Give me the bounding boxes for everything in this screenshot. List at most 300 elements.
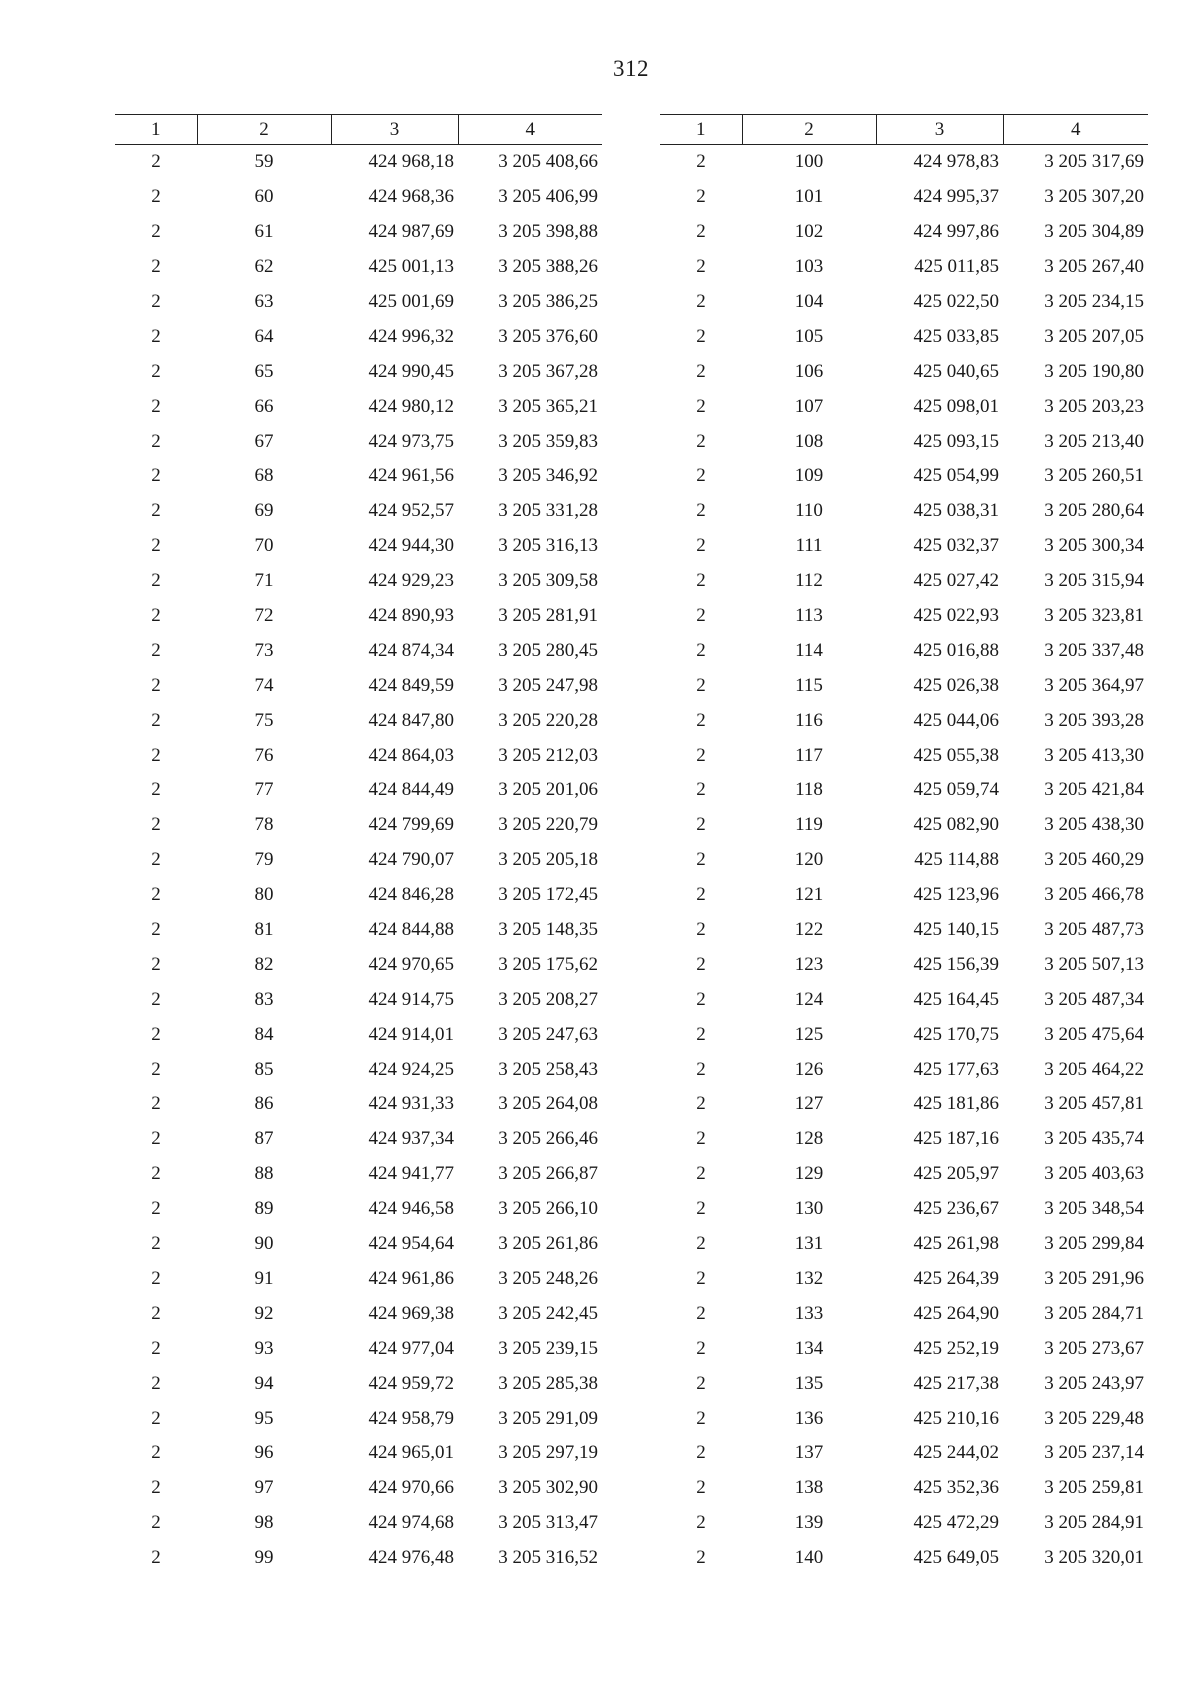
table-row: [660, 145, 1148, 180]
y-coordinate-cell: 3 205 457,81: [1044, 1093, 1144, 1115]
table-row: [660, 1262, 1148, 1297]
zone-number-cell: 2: [696, 535, 706, 557]
point-number-cell: 130: [794, 1198, 824, 1220]
y-coordinate-cell: 3 205 280,45: [498, 639, 598, 661]
x-coordinate-cell: 424 946,58: [368, 1198, 454, 1220]
zone-number-cell: 2: [151, 221, 161, 243]
table-row: [660, 878, 1148, 913]
point-number-cell: 81: [254, 919, 274, 941]
y-coordinate-cell: 3 205 291,96: [1044, 1267, 1144, 1289]
y-coordinate-cell: 3 205 267,40: [1044, 256, 1144, 278]
point-number-cell: 119: [795, 814, 823, 836]
x-coordinate-cell: 424 980,12: [368, 395, 454, 417]
x-coordinate-cell: 425 264,39: [913, 1267, 999, 1289]
table-row: [115, 703, 602, 738]
zone-number-cell: 2: [696, 360, 706, 382]
table-body: [660, 145, 1148, 1576]
point-number-cell: 68: [254, 465, 274, 487]
x-coordinate-cell: 425 140,15: [913, 919, 999, 941]
column-header: 2: [197, 115, 331, 145]
table-row: [660, 913, 1148, 948]
table-row: [660, 319, 1148, 354]
x-coordinate-cell: 425 114,88: [914, 849, 999, 871]
table-row: [115, 1052, 602, 1087]
x-coordinate-cell: 424 929,23: [368, 570, 454, 592]
point-number-cell: 80: [254, 884, 274, 906]
x-coordinate-cell: 425 098,01: [913, 395, 999, 417]
table-body: [115, 145, 602, 1576]
column-header: 1: [115, 115, 197, 145]
x-coordinate-cell: 425 123,96: [913, 884, 999, 906]
coordinates-table-left: [115, 114, 602, 1576]
zone-number-cell: 2: [696, 814, 706, 836]
point-number-cell: 61: [254, 221, 274, 243]
point-number-cell: 108: [794, 430, 824, 452]
x-coordinate-cell: 424 973,75: [368, 430, 454, 452]
x-coordinate-cell: 424 961,86: [368, 1267, 454, 1289]
point-number-cell: 99: [254, 1547, 274, 1569]
x-coordinate-cell: 425 040,65: [913, 360, 999, 382]
table-row: [660, 1017, 1148, 1052]
point-number-cell: 117: [795, 744, 823, 766]
point-number-cell: 87: [254, 1128, 274, 1150]
y-coordinate-cell: 3 205 203,23: [1044, 395, 1144, 417]
zone-number-cell: 2: [696, 674, 706, 696]
zone-number-cell: 2: [151, 430, 161, 452]
zone-number-cell: 2: [151, 744, 161, 766]
zone-number-cell: 2: [151, 1198, 161, 1220]
point-number-cell: 84: [254, 1023, 274, 1045]
x-coordinate-cell: 425 236,67: [913, 1198, 999, 1220]
point-number-cell: 103: [794, 256, 824, 278]
y-coordinate-cell: 3 205 316,13: [498, 535, 598, 557]
table-row: [115, 1227, 602, 1262]
table-row: [660, 564, 1148, 599]
y-coordinate-cell: 3 205 213,40: [1044, 430, 1144, 452]
y-coordinate-cell: 3 205 291,09: [498, 1407, 598, 1429]
zone-number-cell: 2: [151, 988, 161, 1010]
zone-number-cell: 2: [696, 884, 706, 906]
table-row: [115, 1087, 602, 1122]
zone-number-cell: 2: [696, 186, 706, 208]
y-coordinate-cell: 3 205 364,97: [1044, 674, 1144, 696]
x-coordinate-cell: 424 844,49: [368, 779, 454, 801]
x-coordinate-cell: 424 997,86: [913, 221, 999, 243]
zone-number-cell: 2: [151, 151, 161, 173]
point-number-cell: 92: [254, 1302, 274, 1324]
x-coordinate-cell: 425 001,13: [368, 256, 454, 278]
point-number-cell: 138: [794, 1477, 824, 1499]
y-coordinate-cell: 3 205 234,15: [1044, 291, 1144, 312]
y-coordinate-cell: 3 205 266,10: [498, 1198, 598, 1220]
point-number-cell: 102: [794, 221, 824, 243]
x-coordinate-cell: 425 472,29: [913, 1512, 999, 1534]
x-coordinate-cell: 425 244,02: [913, 1442, 999, 1464]
zone-number-cell: 2: [151, 709, 161, 731]
table-row: [115, 599, 602, 634]
zone-number-cell: 2: [696, 430, 706, 452]
x-coordinate-cell: 425 252,19: [913, 1337, 999, 1359]
table-row: [660, 1157, 1148, 1192]
table-row: [660, 843, 1148, 878]
x-coordinate-cell: 425 027,42: [913, 570, 999, 592]
table-row: [115, 424, 602, 459]
point-number-cell: 79: [254, 849, 274, 871]
point-number-cell: 112: [795, 570, 823, 592]
zone-number-cell: 2: [151, 639, 161, 661]
table-row: [660, 773, 1148, 808]
zone-number-cell: 2: [151, 1163, 161, 1185]
x-coordinate-cell: 425 032,37: [913, 535, 999, 557]
zone-number-cell: 2: [151, 325, 161, 347]
point-number-cell: 65: [254, 360, 274, 382]
y-coordinate-cell: 3 205 237,14: [1044, 1442, 1144, 1464]
table-row: [115, 1331, 602, 1366]
table-row: [660, 1087, 1148, 1122]
point-number-cell: 106: [794, 360, 824, 382]
table-row: [115, 250, 602, 285]
point-number-cell: 132: [794, 1267, 824, 1289]
y-coordinate-cell: 3 205 313,47: [498, 1512, 598, 1534]
zone-number-cell: 2: [696, 291, 706, 312]
point-number-cell: 105: [794, 325, 824, 347]
zone-number-cell: 2: [151, 1407, 161, 1429]
zone-number-cell: 2: [151, 500, 161, 522]
y-coordinate-cell: 3 205 261,86: [498, 1233, 598, 1255]
y-coordinate-cell: 3 205 266,87: [498, 1163, 598, 1185]
zone-number-cell: 2: [696, 1163, 706, 1185]
table-row: [115, 1471, 602, 1506]
x-coordinate-cell: 424 890,93: [368, 605, 454, 627]
point-number-cell: 67: [254, 430, 274, 452]
column-header: 3: [331, 115, 458, 145]
x-coordinate-cell: 424 987,69: [368, 221, 454, 243]
table-row: [115, 633, 602, 668]
table-header-row: [660, 115, 1148, 145]
table-row: [115, 389, 602, 424]
x-coordinate-cell: 425 187,16: [913, 1128, 999, 1150]
zone-number-cell: 2: [696, 779, 706, 801]
zone-number-cell: 2: [696, 1372, 706, 1394]
zone-number-cell: 2: [151, 570, 161, 592]
x-coordinate-cell: 424 969,38: [368, 1302, 454, 1324]
x-coordinate-cell: 425 181,86: [913, 1093, 999, 1115]
zone-number-cell: 2: [151, 779, 161, 801]
point-number-cell: 59: [254, 151, 274, 173]
x-coordinate-cell: 425 022,50: [913, 291, 999, 312]
x-coordinate-cell: 424 995,37: [913, 186, 999, 208]
x-coordinate-cell: 424 976,48: [368, 1547, 454, 1569]
x-coordinate-cell: 424 970,66: [368, 1477, 454, 1499]
y-coordinate-cell: 3 205 393,28: [1044, 709, 1144, 731]
zone-number-cell: 2: [696, 1267, 706, 1289]
y-coordinate-cell: 3 205 315,94: [1044, 570, 1144, 592]
y-coordinate-cell: 3 205 239,15: [498, 1337, 598, 1359]
zone-number-cell: 2: [696, 1198, 706, 1220]
y-coordinate-cell: 3 205 208,27: [498, 988, 598, 1010]
zone-number-cell: 2: [696, 325, 706, 347]
y-coordinate-cell: 3 205 507,13: [1044, 953, 1144, 975]
y-coordinate-cell: 3 205 280,64: [1044, 500, 1144, 522]
point-number-cell: 69: [254, 500, 274, 522]
zone-number-cell: 2: [151, 1302, 161, 1324]
x-coordinate-cell: 424 965,01: [368, 1442, 454, 1464]
x-coordinate-cell: 425 054,99: [913, 465, 999, 487]
y-coordinate-cell: 3 205 201,06: [498, 779, 598, 801]
table-row: [115, 1122, 602, 1157]
table-row: [115, 982, 602, 1017]
y-coordinate-cell: 3 205 413,30: [1044, 744, 1144, 766]
y-coordinate-cell: 3 205 247,98: [498, 674, 598, 696]
table-row: [660, 459, 1148, 494]
x-coordinate-cell: 424 990,45: [368, 360, 454, 382]
point-number-cell: 73: [254, 639, 274, 661]
table-row: [660, 494, 1148, 529]
table-row: [115, 1541, 602, 1576]
x-coordinate-cell: 424 931,33: [368, 1093, 454, 1115]
y-coordinate-cell: 3 205 212,03: [498, 744, 598, 766]
zone-number-cell: 2: [151, 849, 161, 871]
point-number-cell: 100: [794, 151, 824, 173]
zone-number-cell: 2: [151, 186, 161, 208]
point-number-cell: 83: [254, 988, 274, 1010]
point-number-cell: 75: [254, 709, 274, 731]
point-number-cell: 90: [254, 1233, 274, 1255]
point-number-cell: 131: [794, 1233, 824, 1255]
y-coordinate-cell: 3 205 281,91: [498, 605, 598, 627]
zone-number-cell: 2: [696, 465, 706, 487]
y-coordinate-cell: 3 205 284,91: [1044, 1512, 1144, 1534]
zone-number-cell: 2: [151, 674, 161, 696]
y-coordinate-cell: 3 205 302,90: [498, 1477, 598, 1499]
y-coordinate-cell: 3 205 220,28: [498, 709, 598, 731]
point-number-cell: 111: [795, 535, 823, 557]
point-number-cell: 64: [254, 325, 274, 347]
table-row: [660, 668, 1148, 703]
zone-number-cell: 2: [696, 988, 706, 1010]
y-coordinate-cell: 3 205 247,63: [498, 1023, 598, 1045]
table-row: [660, 424, 1148, 459]
x-coordinate-cell: 425 082,90: [913, 814, 999, 836]
x-coordinate-cell: 425 093,15: [913, 430, 999, 452]
x-coordinate-cell: 425 177,63: [913, 1058, 999, 1080]
point-number-cell: 115: [795, 674, 823, 696]
y-coordinate-cell: 3 205 258,43: [498, 1058, 598, 1080]
point-number-cell: 77: [254, 779, 274, 801]
point-number-cell: 97: [254, 1477, 274, 1499]
x-coordinate-cell: 425 205,97: [913, 1163, 999, 1185]
point-number-cell: 82: [254, 953, 274, 975]
table-row: [115, 494, 602, 529]
zone-number-cell: 2: [151, 1547, 161, 1569]
table-row: [660, 1471, 1148, 1506]
y-coordinate-cell: 3 205 398,88: [498, 221, 598, 243]
table-row: [660, 1052, 1148, 1087]
point-number-cell: 139: [794, 1512, 824, 1534]
point-number-cell: 121: [794, 884, 824, 906]
zone-number-cell: 2: [151, 1442, 161, 1464]
zone-number-cell: 2: [151, 814, 161, 836]
point-number-cell: 127: [794, 1093, 824, 1115]
y-coordinate-cell: 3 205 403,63: [1044, 1163, 1144, 1185]
zone-number-cell: 2: [151, 1477, 161, 1499]
zone-number-cell: 2: [696, 1442, 706, 1464]
table-row: [115, 738, 602, 773]
y-coordinate-cell: 3 205 408,66: [498, 151, 598, 173]
y-coordinate-cell: 3 205 300,34: [1044, 535, 1144, 557]
x-coordinate-cell: 425 022,93: [913, 605, 999, 627]
point-number-cell: 101: [794, 186, 824, 208]
point-number-cell: 124: [794, 988, 824, 1010]
table-row: [660, 250, 1148, 285]
zone-number-cell: 2: [696, 1407, 706, 1429]
point-number-cell: 135: [794, 1372, 824, 1394]
zone-number-cell: 2: [151, 395, 161, 417]
table-row: [660, 389, 1148, 424]
x-coordinate-cell: 424 914,01: [368, 1023, 454, 1045]
point-number-cell: 89: [254, 1198, 274, 1220]
y-coordinate-cell: 3 205 316,52: [498, 1547, 598, 1569]
table-row: [115, 1366, 602, 1401]
table-row: [115, 285, 602, 320]
column-header: 4: [1003, 115, 1148, 145]
y-coordinate-cell: 3 205 475,64: [1044, 1023, 1144, 1045]
x-coordinate-cell: 424 968,18: [368, 151, 454, 173]
x-coordinate-cell: 424 970,65: [368, 953, 454, 975]
x-coordinate-cell: 424 849,59: [368, 674, 454, 696]
zone-number-cell: 2: [696, 256, 706, 278]
point-number-cell: 95: [254, 1407, 274, 1429]
zone-number-cell: 2: [696, 1337, 706, 1359]
zone-number-cell: 2: [696, 1093, 706, 1115]
table-row: [660, 703, 1148, 738]
table-row: [660, 1506, 1148, 1541]
y-coordinate-cell: 3 205 259,81: [1044, 1477, 1144, 1499]
table-row: [660, 808, 1148, 843]
zone-number-cell: 2: [696, 1233, 706, 1255]
zone-number-cell: 2: [151, 919, 161, 941]
table-row: [115, 215, 602, 250]
table-row: [115, 1401, 602, 1436]
y-coordinate-cell: 3 205 266,46: [498, 1128, 598, 1150]
point-number-cell: 72: [254, 605, 274, 627]
zone-number-cell: 2: [151, 360, 161, 382]
table-row: [115, 459, 602, 494]
x-coordinate-cell: 425 016,88: [913, 639, 999, 661]
table-row: [115, 668, 602, 703]
table-row: [660, 285, 1148, 320]
x-coordinate-cell: 425 164,45: [913, 988, 999, 1010]
zone-number-cell: 2: [151, 1267, 161, 1289]
table-row: [115, 145, 602, 180]
point-number-cell: 116: [795, 709, 823, 731]
x-coordinate-cell: 425 649,05: [913, 1547, 999, 1569]
y-coordinate-cell: 3 205 260,51: [1044, 465, 1144, 487]
zone-number-cell: 2: [696, 919, 706, 941]
y-coordinate-cell: 3 205 421,84: [1044, 779, 1144, 801]
zone-number-cell: 2: [696, 221, 706, 243]
x-coordinate-cell: 425 170,75: [913, 1023, 999, 1045]
x-coordinate-cell: 425 059,74: [913, 779, 999, 801]
zone-number-cell: 2: [151, 1058, 161, 1080]
x-coordinate-cell: 424 937,34: [368, 1128, 454, 1150]
zone-number-cell: 2: [151, 1128, 161, 1150]
table-row: [660, 1436, 1148, 1471]
zone-number-cell: 2: [151, 953, 161, 975]
column-header: 2: [742, 115, 876, 145]
zone-number-cell: 2: [696, 639, 706, 661]
point-number-cell: 114: [795, 639, 823, 661]
x-coordinate-cell: 424 924,25: [368, 1058, 454, 1080]
y-coordinate-cell: 3 205 331,28: [498, 500, 598, 522]
y-coordinate-cell: 3 205 297,19: [498, 1442, 598, 1464]
y-coordinate-cell: 3 205 229,48: [1044, 1407, 1144, 1429]
y-coordinate-cell: 3 205 487,73: [1044, 919, 1144, 941]
y-coordinate-cell: 3 205 438,30: [1044, 814, 1144, 836]
y-coordinate-cell: 3 205 348,54: [1044, 1198, 1144, 1220]
point-number-cell: 98: [254, 1512, 274, 1534]
point-number-cell: 120: [794, 849, 824, 871]
y-coordinate-cell: 3 205 285,38: [498, 1372, 598, 1394]
point-number-cell: 118: [795, 779, 823, 801]
y-coordinate-cell: 3 205 388,26: [498, 256, 598, 278]
y-coordinate-cell: 3 205 242,45: [498, 1302, 598, 1324]
table-row: [115, 1506, 602, 1541]
table-row: [660, 947, 1148, 982]
zone-number-cell: 2: [696, 1023, 706, 1045]
zone-number-cell: 2: [151, 1372, 161, 1394]
point-number-cell: 78: [254, 814, 274, 836]
table-row: [115, 529, 602, 564]
y-coordinate-cell: 3 205 304,89: [1044, 221, 1144, 243]
table-row: [660, 354, 1148, 389]
y-coordinate-cell: 3 205 175,62: [498, 953, 598, 975]
x-coordinate-cell: 425 001,69: [368, 291, 454, 312]
table-row: [660, 1227, 1148, 1262]
y-coordinate-cell: 3 205 406,99: [498, 186, 598, 208]
zone-number-cell: 2: [696, 849, 706, 871]
point-number-cell: 66: [254, 395, 274, 417]
zone-number-cell: 2: [696, 1547, 706, 1569]
y-coordinate-cell: 3 205 323,81: [1044, 605, 1144, 627]
zone-number-cell: 2: [696, 953, 706, 975]
point-number-cell: 128: [794, 1128, 824, 1150]
table-row: [660, 529, 1148, 564]
x-coordinate-cell: 425 044,06: [913, 709, 999, 731]
point-number-cell: 96: [254, 1442, 274, 1464]
x-coordinate-cell: 425 217,38: [913, 1372, 999, 1394]
point-number-cell: 86: [254, 1093, 274, 1115]
x-coordinate-cell: 424 799,69: [368, 814, 454, 836]
x-coordinate-cell: 424 864,03: [368, 744, 454, 766]
zone-number-cell: 2: [696, 500, 706, 522]
point-number-cell: 125: [794, 1023, 824, 1045]
x-coordinate-cell: 424 977,04: [368, 1337, 454, 1359]
y-coordinate-cell: 3 205 337,48: [1044, 639, 1144, 661]
point-number-cell: 60: [254, 186, 274, 208]
point-number-cell: 85: [254, 1058, 274, 1080]
point-number-cell: 113: [795, 605, 823, 627]
y-coordinate-cell: 3 205 466,78: [1044, 884, 1144, 906]
zone-number-cell: 2: [696, 744, 706, 766]
y-coordinate-cell: 3 205 284,71: [1044, 1302, 1144, 1324]
page-number: 312: [613, 56, 649, 81]
zone-number-cell: 2: [696, 1512, 706, 1534]
y-coordinate-cell: 3 205 435,74: [1044, 1128, 1144, 1150]
y-coordinate-cell: 3 205 464,22: [1044, 1058, 1144, 1080]
point-number-cell: 109: [794, 465, 824, 487]
coordinates-table-right: [660, 114, 1148, 1576]
